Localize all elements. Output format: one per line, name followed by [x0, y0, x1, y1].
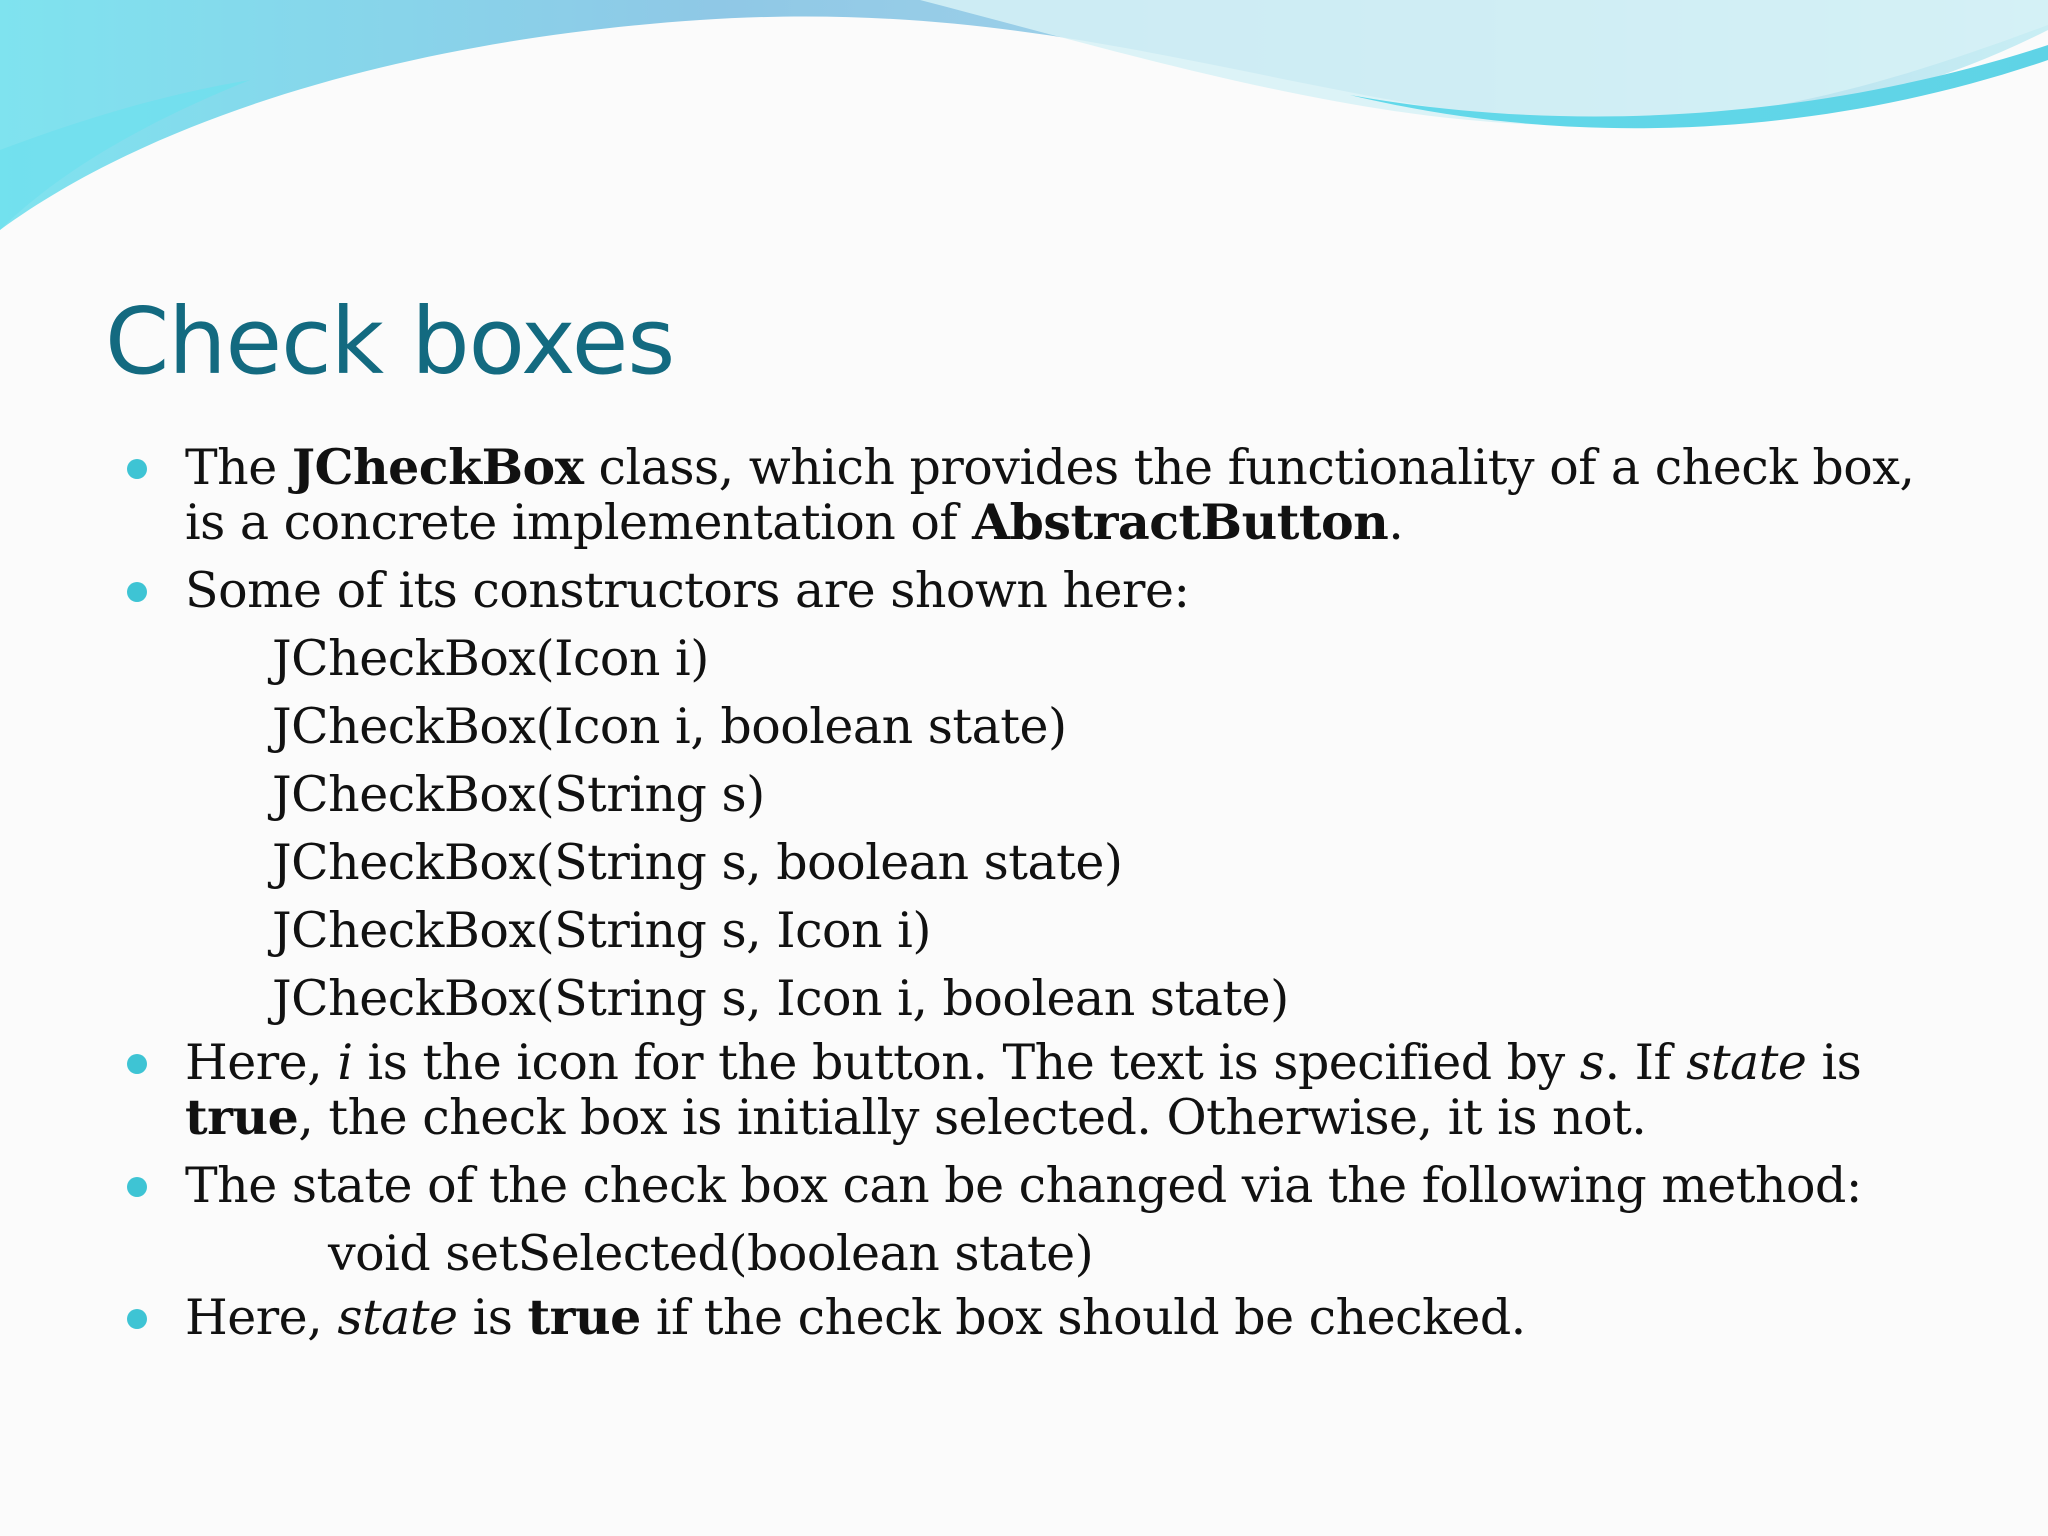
superclass-name: AbstractButton	[972, 493, 1389, 551]
slide-body	[0, 440, 2048, 1358]
constructor-line: JCheckBox(Icon i)	[272, 630, 709, 687]
constructor-line: JCheckBox(String s, Icon i, boolean state)	[272, 970, 1289, 1027]
method-signature	[0, 1220, 2048, 1288]
header-wave-decoration	[0, 0, 2048, 240]
constructor-line: JCheckBox(String s, boolean state)	[272, 834, 1123, 891]
bullet-dot-icon	[127, 1309, 147, 1329]
bullet-item: Here, i is the icon for the button. The text is specified by s. If state is true, the check box is initially selected. Otherwise, it is not.	[0, 1035, 1965, 1145]
bullet-dot-icon	[127, 582, 147, 602]
bullet-item: Here, state is true if the check box should be checked.	[0, 1290, 1965, 1345]
bullet-dot-icon	[127, 1054, 147, 1074]
constructor-line: JCheckBox(Icon i, boolean state)	[272, 698, 1067, 755]
constructor-line: JCheckBox(String s, Icon i)	[272, 902, 931, 959]
constructor-list	[0, 625, 2048, 1033]
method-line: void setSelected(boolean state)	[328, 1225, 1094, 1282]
bullet-dot-icon	[127, 1177, 147, 1197]
class-name: JCheckBox	[291, 438, 584, 496]
bullet-item: The state of the check box can be changed via the following method:	[0, 1158, 1965, 1213]
slide-title: Check boxes	[105, 288, 675, 395]
bullet-dot-icon	[127, 459, 147, 479]
bullet-item: The JCheckBox class, which provides the functionality of a check box, is a concrete implementation of AbstractButton.	[0, 440, 1965, 550]
bullet-item: Some of its constructors are shown here:	[0, 563, 1965, 618]
constructor-line: JCheckBox(String s)	[272, 766, 765, 823]
